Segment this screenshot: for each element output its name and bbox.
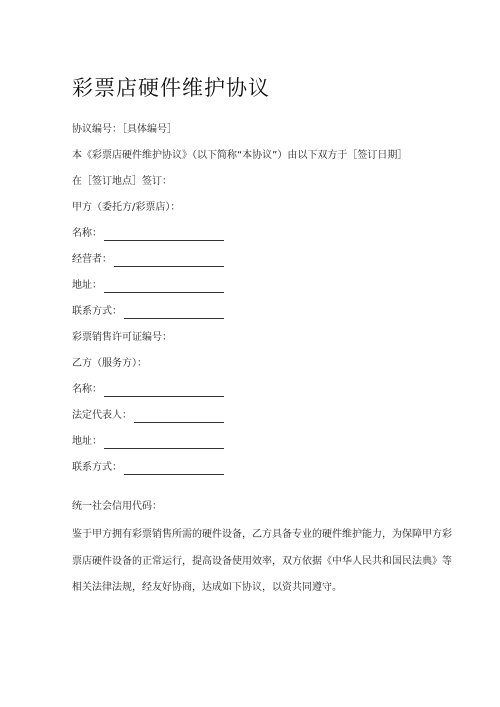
agreement-number: 协议编号：［具体编号］ bbox=[72, 124, 177, 135]
field-label: 名称： bbox=[72, 228, 102, 239]
blank-underline bbox=[124, 465, 224, 475]
field-label: 彩票销售许可证编号： bbox=[72, 332, 172, 343]
preamble-line: 相关法律法规，经友好协商，达成如下协议，以资共同遵守。 bbox=[72, 582, 342, 593]
field-label: 名称： bbox=[72, 384, 102, 395]
blank-underline bbox=[124, 309, 224, 319]
party-a-name-field bbox=[72, 227, 224, 241]
field-label: 法定代表人： bbox=[72, 410, 132, 421]
sign-place-line: 在［签订地点］签订： bbox=[72, 176, 172, 187]
blank-underline bbox=[104, 231, 224, 241]
party-b-credit-code-field bbox=[72, 500, 162, 514]
field-label: 经营者： bbox=[72, 254, 112, 265]
party-a-contact-field bbox=[72, 305, 224, 319]
preamble-line: 鉴于甲方拥有彩票销售所需的硬件设备，乙方具备专业的硬件维护能力，为保障甲方彩 bbox=[72, 529, 452, 540]
field-label: 统一社会信用代码： bbox=[72, 501, 162, 512]
intro-line: 本《彩票店硬件维护协议》（以下简称“本协议”）由以下双方于［签订日期］ bbox=[72, 150, 408, 161]
party-a-heading: 甲方（委托方/彩票店）： bbox=[72, 202, 181, 213]
blank-underline bbox=[104, 283, 224, 293]
party-b-address-field bbox=[72, 435, 224, 449]
field-label: 联系方式： bbox=[72, 306, 122, 317]
field-label: 地址： bbox=[72, 280, 102, 291]
blank-underline bbox=[134, 413, 224, 423]
blank-underline bbox=[104, 387, 224, 397]
blank-underline bbox=[104, 439, 224, 449]
field-label: 联系方式： bbox=[72, 462, 122, 473]
party-a-address-field bbox=[72, 279, 224, 293]
party-a-license-field bbox=[72, 331, 172, 345]
document-title: 彩票店硬件维护协议 bbox=[72, 76, 270, 100]
field-label: 地址： bbox=[72, 436, 102, 447]
party-b-contact-field bbox=[72, 461, 224, 475]
party-b-legal-rep-field bbox=[72, 409, 224, 423]
party-b-heading: 乙方（服务方）： bbox=[72, 358, 147, 369]
party-a-operator-field bbox=[72, 253, 224, 267]
preamble-line: 票店硬件设备的正常运行，提高设备使用效率，双方依据《中华人民共和国民法典》等 bbox=[72, 555, 452, 567]
party-b-name-field bbox=[72, 383, 224, 397]
blank-underline bbox=[114, 257, 224, 267]
preamble-paragraph bbox=[72, 528, 452, 608]
